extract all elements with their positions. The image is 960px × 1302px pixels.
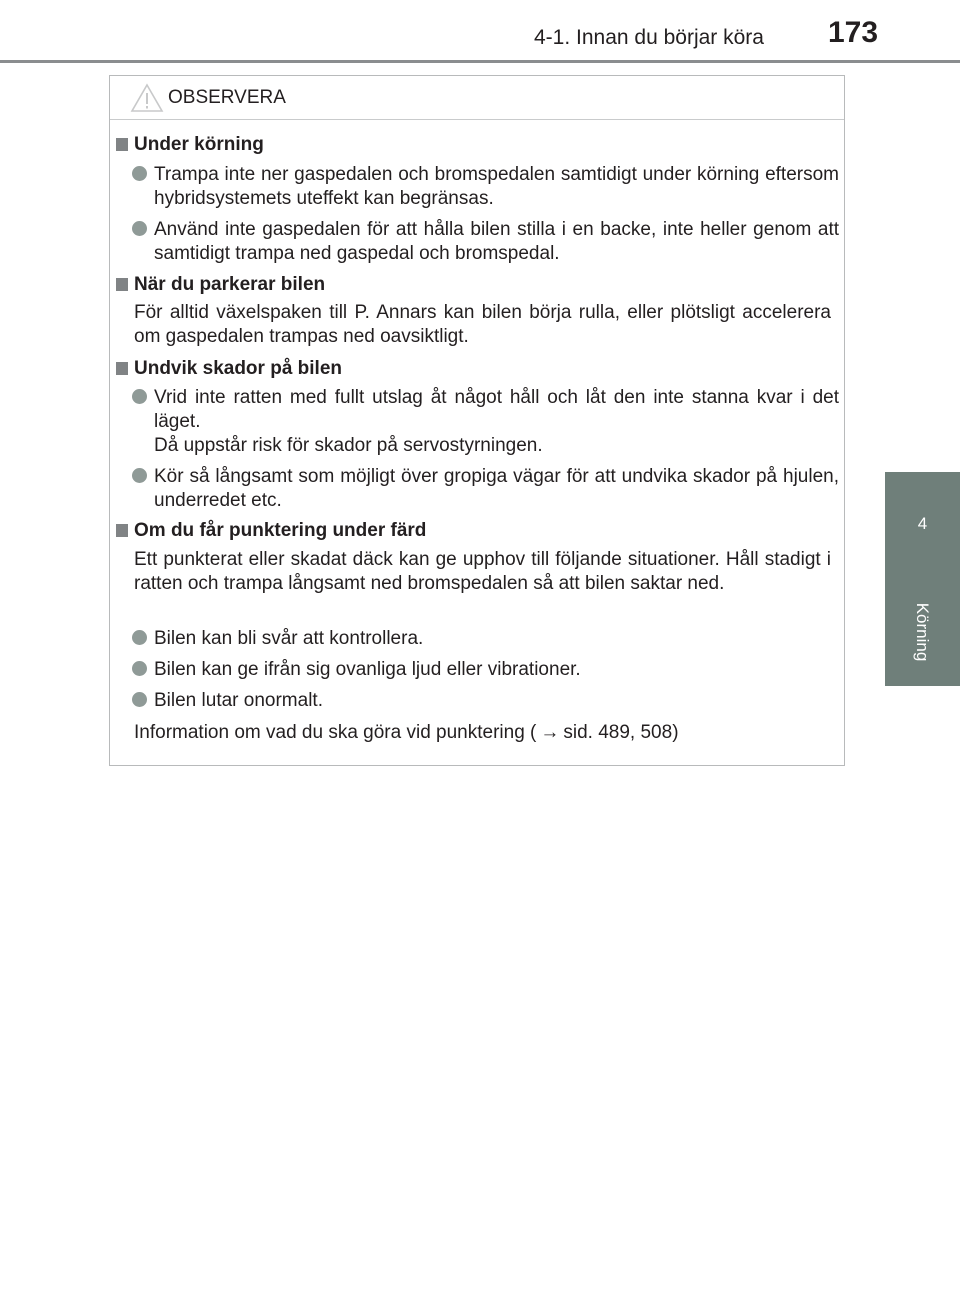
list-item [132, 163, 839, 211]
section-heading-text: Under körning [134, 134, 264, 155]
round-bullet-icon [132, 389, 147, 404]
section-heading-text: Om du får punktering under färd [134, 520, 427, 541]
list-item [132, 465, 839, 513]
round-bullet-icon [132, 221, 147, 236]
section-paragraph: Ett punkterat eller skadat däck kan ge upphov till följande situationer. Håll stadigt i ratten och trampa långsamt ned bromspedalen så att bilen saktar ned. [134, 549, 831, 594]
round-bullet-icon [132, 661, 147, 676]
notice-title: OBSERVERA [168, 87, 286, 108]
header-divider [0, 60, 960, 63]
round-bullet-icon [132, 692, 147, 707]
list-item-text: Vrid inte ratten med fullt utslag åt något håll och låt den inte stanna kvar i det läget. [154, 387, 839, 432]
square-bullet-icon [116, 524, 128, 537]
list-item [132, 658, 839, 682]
list-item [132, 386, 839, 458]
notice-header [110, 76, 844, 120]
list-item-continuation: Då uppstår risk för skador på servostyrningen. [154, 435, 543, 456]
section-heading-text: När du parkerar bilen [134, 274, 326, 295]
section-paragraph: För alltid växelspaken till P. Annars kan bilen börja rulla, eller plötsligt accelerera om gaspedalen trampas ned oavsiktligt. [134, 302, 831, 347]
arrow-right-icon: → [540, 722, 560, 743]
list-item [132, 218, 839, 266]
square-bullet-icon [116, 362, 128, 375]
list-item-text: Använd inte gaspedalen för att hålla bilen stilla i en backe, inte heller genom att samtidigt trampa ned gaspedal och bromspedal. [154, 219, 839, 264]
square-bullet-icon [116, 278, 128, 291]
side-tab-number: 4 [917, 514, 928, 533]
chapter-title: 4-1. Innan du börjar köra [534, 26, 764, 49]
list-item-text: Kör så långsamt som möjligt över gropiga vägar för att undvika skador på hjulen, underredet etc. [154, 466, 839, 511]
page-number: 173 [828, 16, 879, 49]
section-heading-text: Undvik skador på bilen [134, 358, 342, 379]
list-item [132, 689, 839, 713]
reference-pages: sid. 489, 508) [563, 722, 679, 743]
list-item-text: Bilen kan ge ifrån sig ovanliga ljud eller vibrationer. [154, 659, 581, 680]
list-item [132, 627, 839, 651]
round-bullet-icon [132, 630, 147, 645]
list-item-text: Trampa inte ner gaspedalen och bromspedalen samtidigt under körning eftersom hybridsystemets uteffekt kan begränsas. [154, 164, 839, 209]
list-item-text: Bilen kan bli svår att kontrollera. [154, 628, 424, 649]
reference-line [134, 721, 831, 745]
round-bullet-icon [132, 468, 147, 483]
warning-triangle-icon [130, 83, 164, 113]
round-bullet-icon [132, 166, 147, 181]
side-tab-label: Körning [913, 602, 932, 662]
list-item-text: Bilen lutar onormalt. [154, 690, 323, 711]
chapter-side-tab [885, 472, 960, 686]
reference-prefix: Information om vad du ska göra vid punktering ( [134, 722, 537, 743]
square-bullet-icon [116, 138, 128, 151]
notice-box [109, 75, 845, 766]
